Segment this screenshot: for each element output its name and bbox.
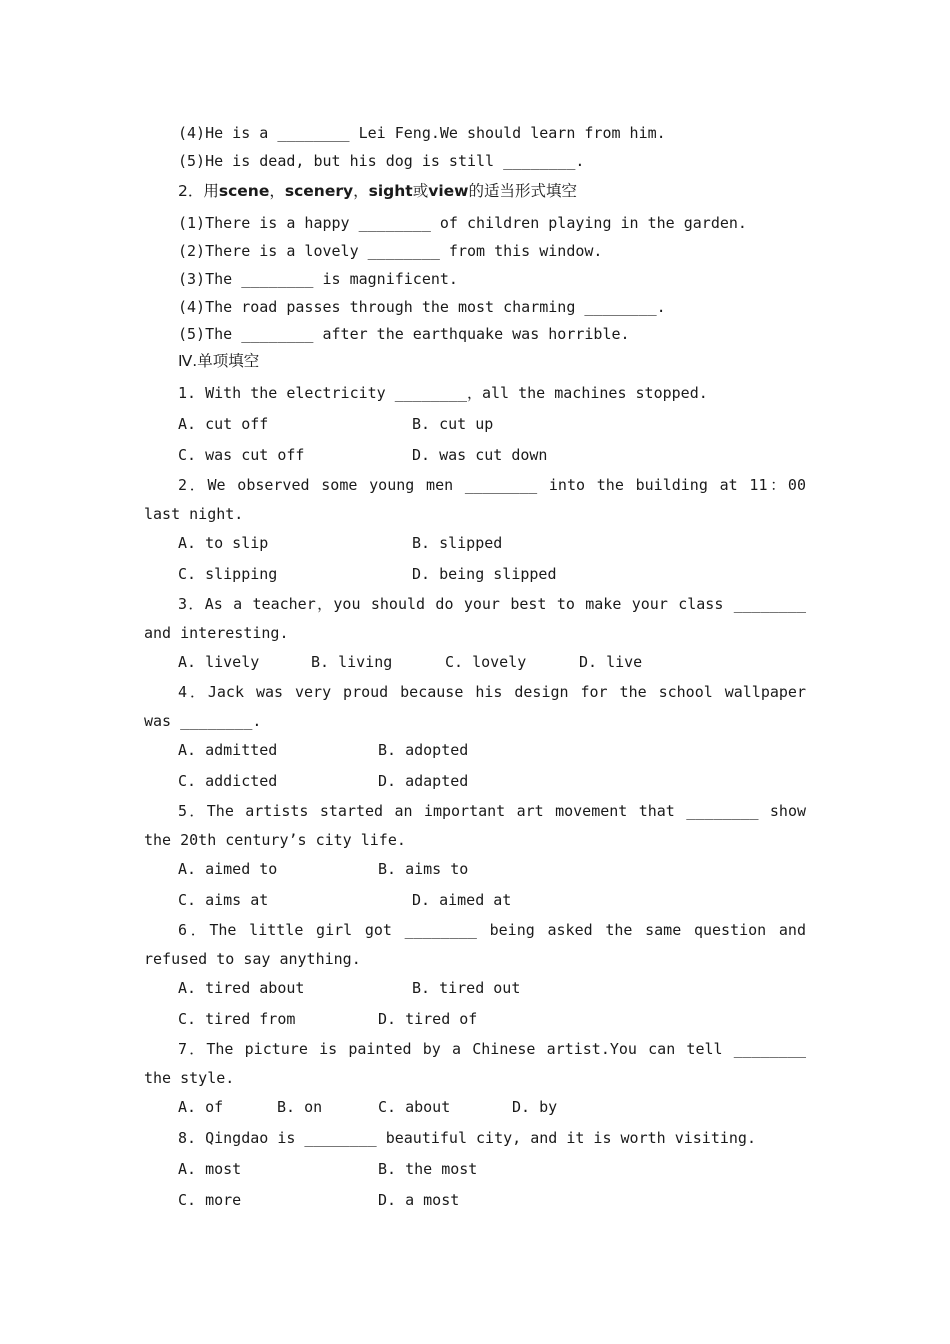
option-c: C. tired from [178, 1010, 296, 1028]
question-text: 6．The little girl got ________ being asked the same question and refused to say anything. [144, 921, 806, 968]
exercise-item: (4)The road passes through the most charming ________. [178, 298, 666, 316]
option-a: A. of [178, 1098, 224, 1116]
exercise-item: (3)The ________ is magnificent. [178, 270, 458, 288]
option-b: B. aims to [378, 860, 469, 878]
question-stem [144, 1035, 806, 1093]
question-text: 4．Jack was very proud because his design for the school wallpaper was ________. [144, 683, 806, 730]
option-a: A. lively [178, 653, 260, 671]
separator: ， [269, 182, 285, 200]
option-d: D. by [512, 1098, 558, 1116]
option-d: D. adapted [378, 772, 469, 790]
exercise-item: (5)The ________ after the earthquake was horrible. [178, 325, 630, 343]
option-c: C. slipping [178, 565, 278, 583]
question-text: 7．The picture is painted by a Chinese artist.You can tell ________ the style. [144, 1040, 806, 1087]
option-a: A. cut off [178, 415, 269, 433]
option-b: B. slipped [412, 534, 503, 552]
separator: ， [353, 182, 369, 200]
option-b: B. cut up [412, 415, 494, 433]
option-b: B. adopted [378, 741, 469, 759]
question-stem [144, 916, 806, 974]
question-stem [144, 797, 806, 855]
exercise-item: (2)There is a lovely ________ from this window. [178, 242, 603, 260]
word-scenery: scenery [284, 182, 354, 200]
option-c: C. aims at [178, 891, 269, 909]
section-title: Ⅳ.单项填空 [178, 352, 260, 370]
question-text: 2．We observed some young men ________ into the building at 11：00 last night. [144, 476, 806, 523]
question-stem [144, 678, 806, 736]
word-scene: scene [218, 182, 270, 200]
heading-suffix: 的适当形式填空 [468, 182, 577, 200]
option-d: D. live [579, 653, 643, 671]
word-sight: sight [368, 182, 413, 200]
question-stem: 8. Qingdao is ________ beautiful city, and it is worth visiting. [178, 1129, 756, 1147]
option-d: D. tired of [378, 1010, 478, 1028]
option-b: B. the most [378, 1160, 478, 1178]
option-d: D. a most [378, 1191, 460, 1209]
conjunction: 或 [412, 182, 429, 200]
option-d: D. was cut down [412, 446, 548, 464]
option-c: C. lovely [445, 653, 527, 671]
question-text: 3．As a teacher，you should do your best to make your class ________ and interesting. [144, 595, 806, 642]
exercise-item: (4)He is a ________ Lei Feng.We should learn from him. [178, 124, 666, 142]
question-stem [144, 590, 806, 648]
option-b: B. tired out [412, 979, 521, 997]
exercise-item: (1)There is a happy ________ of children playing in the garden. [178, 214, 747, 232]
exercise-item: (5)He is dead, but his dog is still ________. [178, 152, 585, 170]
option-a: A. most [178, 1160, 242, 1178]
option-a: A. tired about [178, 979, 305, 997]
sub-section-heading [178, 181, 577, 201]
option-a: A. to slip [178, 534, 269, 552]
option-b: B. living [311, 653, 393, 671]
question-stem [144, 471, 806, 529]
option-c: C. was cut off [178, 446, 305, 464]
heading-prefix: 2．用 [178, 182, 219, 200]
option-b: B. on [277, 1098, 323, 1116]
word-view: view [428, 182, 469, 200]
option-c: C. about [378, 1098, 451, 1116]
option-d: D. being slipped [412, 565, 557, 583]
option-c: C. more [178, 1191, 242, 1209]
question-stem: 1. With the electricity ________，all the machines stopped. [178, 384, 708, 402]
question-text: 5．The artists started an important art movement that ________ show the 20th century’s city life. [144, 802, 806, 849]
option-d: D. aimed at [412, 891, 512, 909]
option-a: A. aimed to [178, 860, 278, 878]
option-a: A. admitted [178, 741, 278, 759]
option-c: C. addicted [178, 772, 278, 790]
